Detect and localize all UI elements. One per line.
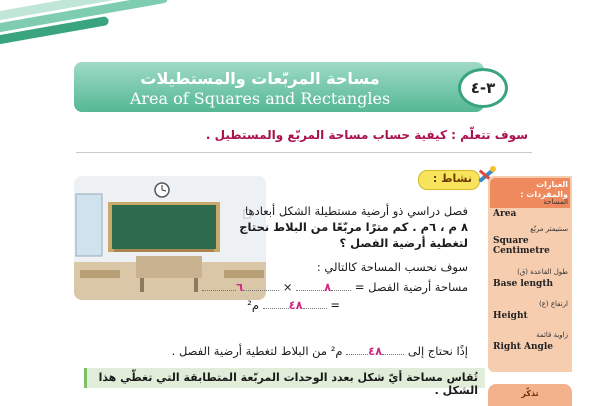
equation-1-width-answer: ٦ bbox=[236, 280, 244, 294]
lesson-title-arabic: مساحة المربّعات والمستطيلات bbox=[140, 69, 380, 88]
vocab-english-area: Area bbox=[493, 209, 517, 219]
activity-text-line-1: فصل دراسي ذو أرضية مستطيلة الشكل أبعادها bbox=[245, 204, 468, 218]
equation-2-unit: م² bbox=[247, 298, 259, 312]
area-equation-1 bbox=[202, 280, 468, 295]
lesson-number-badge: ٣-٤ bbox=[458, 68, 508, 108]
activity-text-line-3: لتغطية أرضية الفصل ؟ bbox=[339, 236, 468, 250]
conclusion-start: إذًا نحتاج إلى bbox=[407, 344, 468, 358]
area-rule-text: تُقاس مساحة أيّ شكل بعدد الوحدات المربّعة المتطابقة التي تغطّي هذا الشكل . bbox=[98, 371, 478, 397]
objective-divider bbox=[76, 152, 532, 153]
learning-objective: سوف تتعلّم : كيفية حساب مساحة المربّع والمستطيل . bbox=[205, 128, 528, 142]
vocab-english-height: Height bbox=[493, 311, 528, 321]
equation-1-length-answer: ٨ bbox=[324, 280, 332, 294]
conclusion-area-answer: ٤٨ bbox=[368, 344, 383, 358]
activity-label: نشاط : bbox=[432, 172, 472, 185]
activity-text-line-2: ٨ م ، ٦م . كم مترًا مربّعًا من البلاط نحتاج bbox=[239, 220, 468, 234]
vocab-english-base-length: Base length bbox=[493, 279, 554, 289]
equation-2-area-answer: ٤٨ bbox=[288, 298, 303, 312]
activity-conclusion bbox=[172, 344, 468, 359]
equation-1-times: × bbox=[282, 280, 293, 294]
conclusion-end: م² من البلاط لتغطية أرضية الفصل . bbox=[171, 344, 343, 358]
vocab-arabic-base-length: طول القاعدة (ق) bbox=[517, 268, 568, 276]
vocab-english-right-angle: Right Angle bbox=[493, 342, 553, 352]
vocab-arabic-square-cm: سنتيمتر مربّع bbox=[530, 225, 568, 233]
area-equation-2 bbox=[247, 298, 340, 313]
activity-text-line-4: سوف نحسب المساحة كالتالي : bbox=[316, 260, 468, 274]
vocab-arabic-area: المساحة bbox=[543, 198, 568, 206]
vocab-english-square-cm: Square Centimetre bbox=[493, 236, 550, 257]
vocabulary-title: العبارات والمفردات : bbox=[520, 180, 568, 199]
vocab-arabic-right-angle: زاوية قائمة bbox=[536, 331, 568, 339]
vocab-arabic-height: ارتفاع (ع) bbox=[539, 300, 568, 308]
remember-tab-label: تذكّر bbox=[521, 389, 539, 398]
lesson-title-english: Area of Squares and Rectangles bbox=[129, 89, 391, 108]
equation-2-equals: = bbox=[330, 298, 340, 312]
equation-1-label: مساحة أرضية الفصل = bbox=[354, 280, 468, 294]
